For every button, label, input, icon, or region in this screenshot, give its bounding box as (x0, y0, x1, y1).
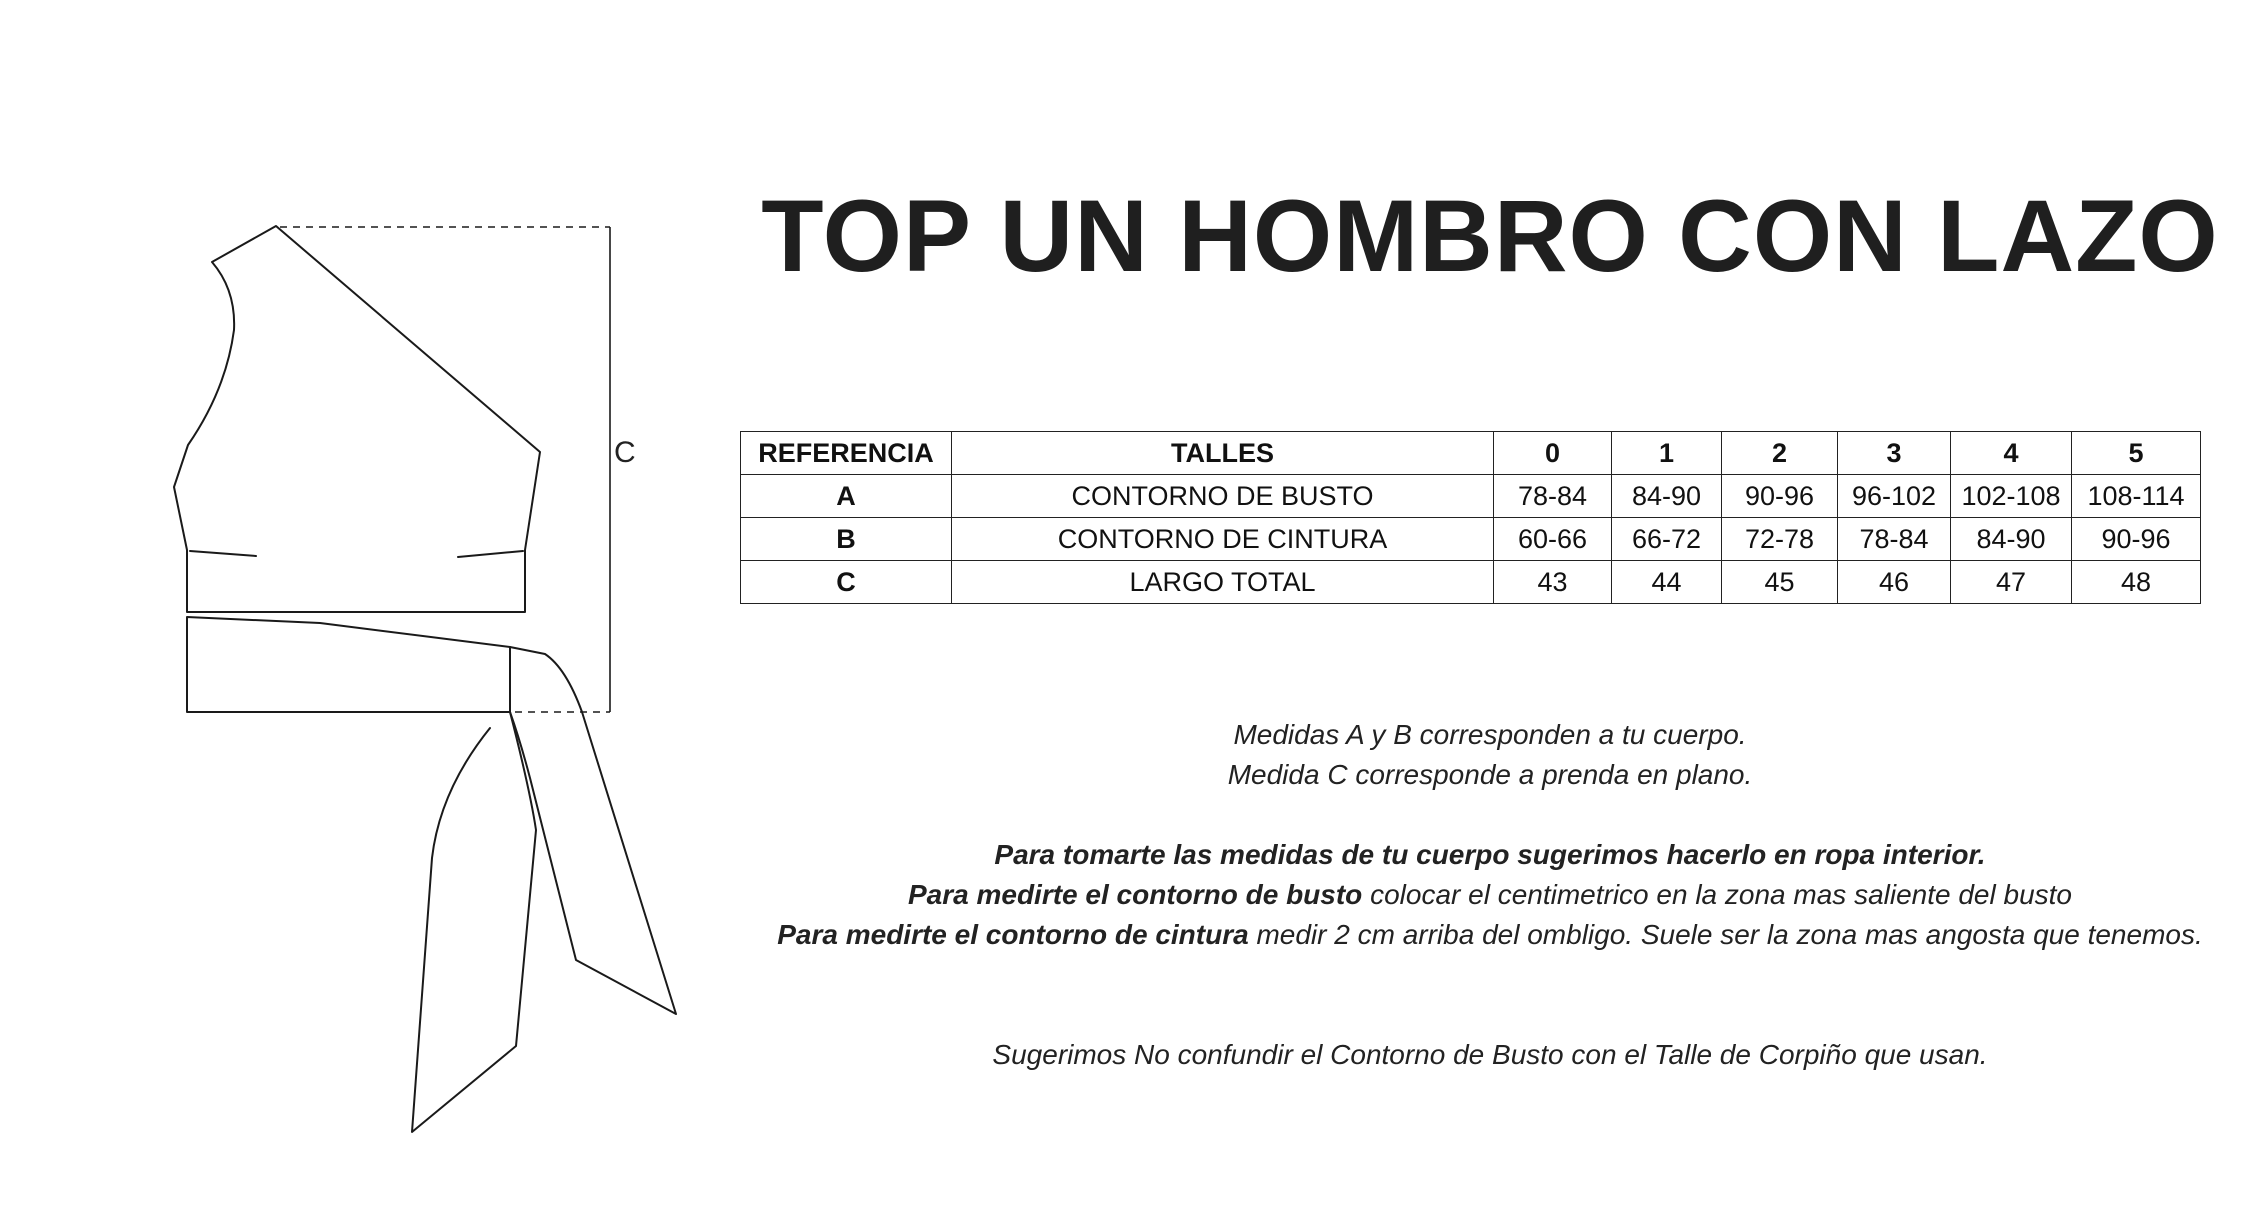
row-value: 44 (1612, 561, 1722, 604)
table-row (741, 518, 2201, 561)
measure-label-c: C (614, 436, 636, 469)
row-name: CONTORNO DE CINTURA (952, 518, 1494, 561)
row-value: 72-78 (1722, 518, 1838, 561)
row-value: 84-90 (1612, 475, 1722, 518)
row-value: 108-114 (2072, 475, 2201, 518)
table-header-row (741, 432, 2201, 475)
row-value: 84-90 (1951, 518, 2072, 561)
row-value: 45 (1722, 561, 1838, 604)
header-size-5: 5 (2072, 432, 2201, 475)
table-row (741, 561, 2201, 604)
row-value: 47 (1951, 561, 2072, 604)
row-ref: C (741, 561, 952, 604)
row-value: 66-72 (1612, 518, 1722, 561)
note-bold: Para medirte el contorno de busto (907, 879, 1363, 910)
note-bold: Para tomarte las medidas de tu cuerpo sugerimos hacerlo en ropa interior. (994, 839, 1986, 870)
table-row (741, 475, 2201, 518)
dart-left (190, 551, 256, 556)
row-value: 102-108 (1951, 475, 2072, 518)
note-bold: Para medirte el contorno de cintura (777, 919, 1249, 950)
row-value: 78-84 (1838, 518, 1951, 561)
header-size-0: 0 (1494, 432, 1612, 475)
header-size-4: 4 (1951, 432, 2072, 475)
row-value: 43 (1494, 561, 1612, 604)
row-value: 60-66 (1494, 518, 1612, 561)
dart-right (458, 551, 523, 557)
garment-sketch (0, 0, 760, 1231)
header-talles: TALLES (952, 432, 1494, 475)
row-name: CONTORNO DE BUSTO (952, 475, 1494, 518)
notes-warning (740, 1035, 2240, 1075)
page-title: TOP UN HOMBRO CON LAZO (761, 179, 2219, 293)
note-line: Medida C corresponde a prenda en plano. (1227, 759, 1753, 790)
notes-body-measures (740, 715, 2240, 795)
header-size-2: 2 (1722, 432, 1838, 475)
waistband (187, 617, 510, 712)
note-line: Medidas A y B corresponden a tu cuerpo. (1233, 719, 1747, 750)
note-text: medir 2 cm arriba del ombligo. Suele ser la zona mas angosta que tenemos. (1248, 919, 2203, 950)
row-ref: B (741, 518, 952, 561)
row-ref: A (741, 475, 952, 518)
row-value: 96-102 (1838, 475, 1951, 518)
header-size-1: 1 (1612, 432, 1722, 475)
row-value: 78-84 (1494, 475, 1612, 518)
note-text: colocar el centimetrico en la zona mas saliente del busto (1362, 879, 2073, 910)
note-line (740, 875, 2240, 915)
note-line: Sugerimos No confundir el Contorno de Busto con el Talle de Corpiño que usan. (992, 1039, 1988, 1070)
row-value: 48 (2072, 561, 2201, 604)
tie-short (412, 712, 536, 1132)
row-name: LARGO TOTAL (952, 561, 1494, 604)
size-table (740, 431, 2201, 604)
row-value: 90-96 (2072, 518, 2201, 561)
notes-instructions (740, 835, 2240, 955)
row-value: 46 (1838, 561, 1951, 604)
header-size-3: 3 (1838, 432, 1951, 475)
note-line (740, 915, 2240, 955)
tie-long (510, 647, 676, 1014)
header-referencia: REFERENCIA (741, 432, 952, 475)
row-value: 90-96 (1722, 475, 1838, 518)
note-line (740, 835, 2240, 875)
